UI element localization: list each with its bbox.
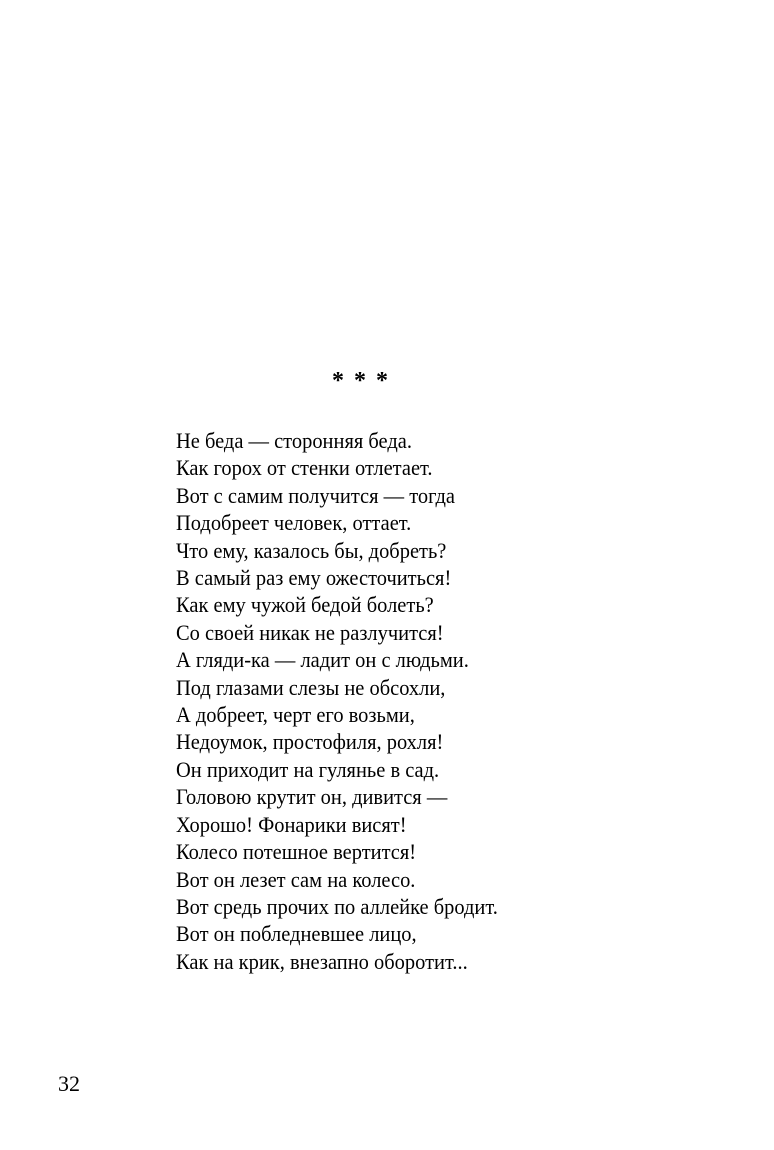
poem-line: Под глазами слезы не обсохли, [176,674,446,700]
page-number: 32 [58,1071,80,1096]
poem-line: Как ему чужой бедой болеть? [176,592,434,618]
poem-line: Что ему, казалось бы, добреть? [176,537,447,563]
poem-line: Как горох от стенки отлетает. [176,455,433,481]
poem-line: Со своей никак не разлучится! [176,619,444,645]
poem-line: А гляди-ка — ладит он с людьми. [176,647,469,673]
poem-line: Вот он побледневшее лицо, [176,921,417,947]
poem-text [176,427,522,975]
poem-line: В самый раз ему ожесточиться! [176,565,452,591]
poem-line: А добреет, черт его возьми, [176,702,415,728]
poem-line: Подобреет человек, оттает. [176,510,412,536]
poem-line: Как на крик, внезапно оборотит... [176,948,468,974]
poem-line: Хорошо! Фонарики висят! [176,811,407,837]
poem-line: Вот средь прочих по аллейке бродит. [176,893,498,919]
section-separator-asterisks: * * * [332,368,390,394]
poem-line: Вот он лезет сам на колесо. [176,866,416,892]
poem-line: Колесо потешное вертится! [176,839,417,865]
poem-line: Головою крутит он, дивится — [176,784,448,810]
poem-line: Не беда — сторонняя беда. [176,428,412,453]
poem-line: Вот с самим получится — тогда [176,482,455,508]
poem-line: Он приходит на гулянье в сад. [176,756,440,782]
poem-line: Недоумок, простофиля, рохля! [176,729,444,755]
